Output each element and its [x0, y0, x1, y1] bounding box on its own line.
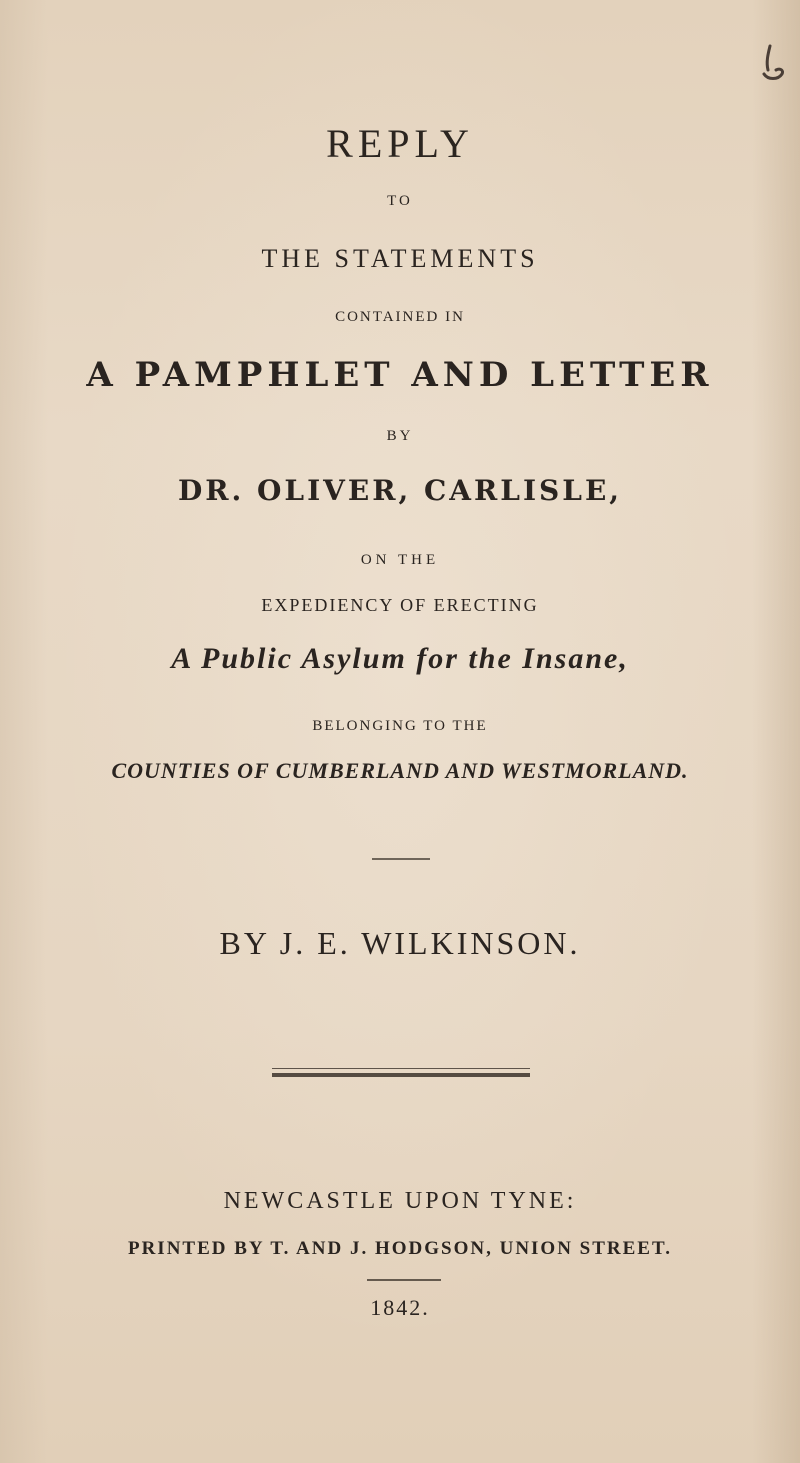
place-line: NEWCASTLE UPON TYNE: — [223, 1188, 577, 1214]
by-line: BY — [386, 428, 414, 444]
on-the-line: ON THE — [360, 552, 440, 568]
counties-line: COUNTIES OF CUMBERLAND AND WESTMORLAND. — [111, 758, 689, 783]
to-line: TO — [387, 193, 413, 209]
double-rule-thick — [272, 1073, 530, 1077]
ink-mark-corner — [756, 40, 790, 84]
short-divider — [372, 858, 430, 860]
asylum-line: A Public Asylum for the Insane, — [171, 642, 629, 675]
reply-heading: REPLY — [326, 121, 474, 166]
statements-line: THE STATEMENTS — [261, 244, 539, 273]
pamphlet-letter-line: A PAMPHLET AND LETTER — [86, 355, 714, 395]
oliver-line: DR. OLIVER, CARLISLE, — [177, 474, 623, 507]
contained-in-line: CONTAINED IN — [335, 309, 465, 325]
year-line: 1842. — [370, 1295, 430, 1320]
printer-line: PRINTED BY T. AND J. HODGSON, UNION STREET. — [127, 1238, 672, 1259]
year-divider — [367, 1279, 441, 1281]
author-line: BY J. E. WILKINSON. — [219, 925, 581, 961]
double-rule-thin — [272, 1068, 530, 1069]
belonging-line: BELONGING TO THE — [312, 718, 488, 734]
expediency-line: EXPEDIENCY OF ERECTING — [261, 595, 539, 615]
